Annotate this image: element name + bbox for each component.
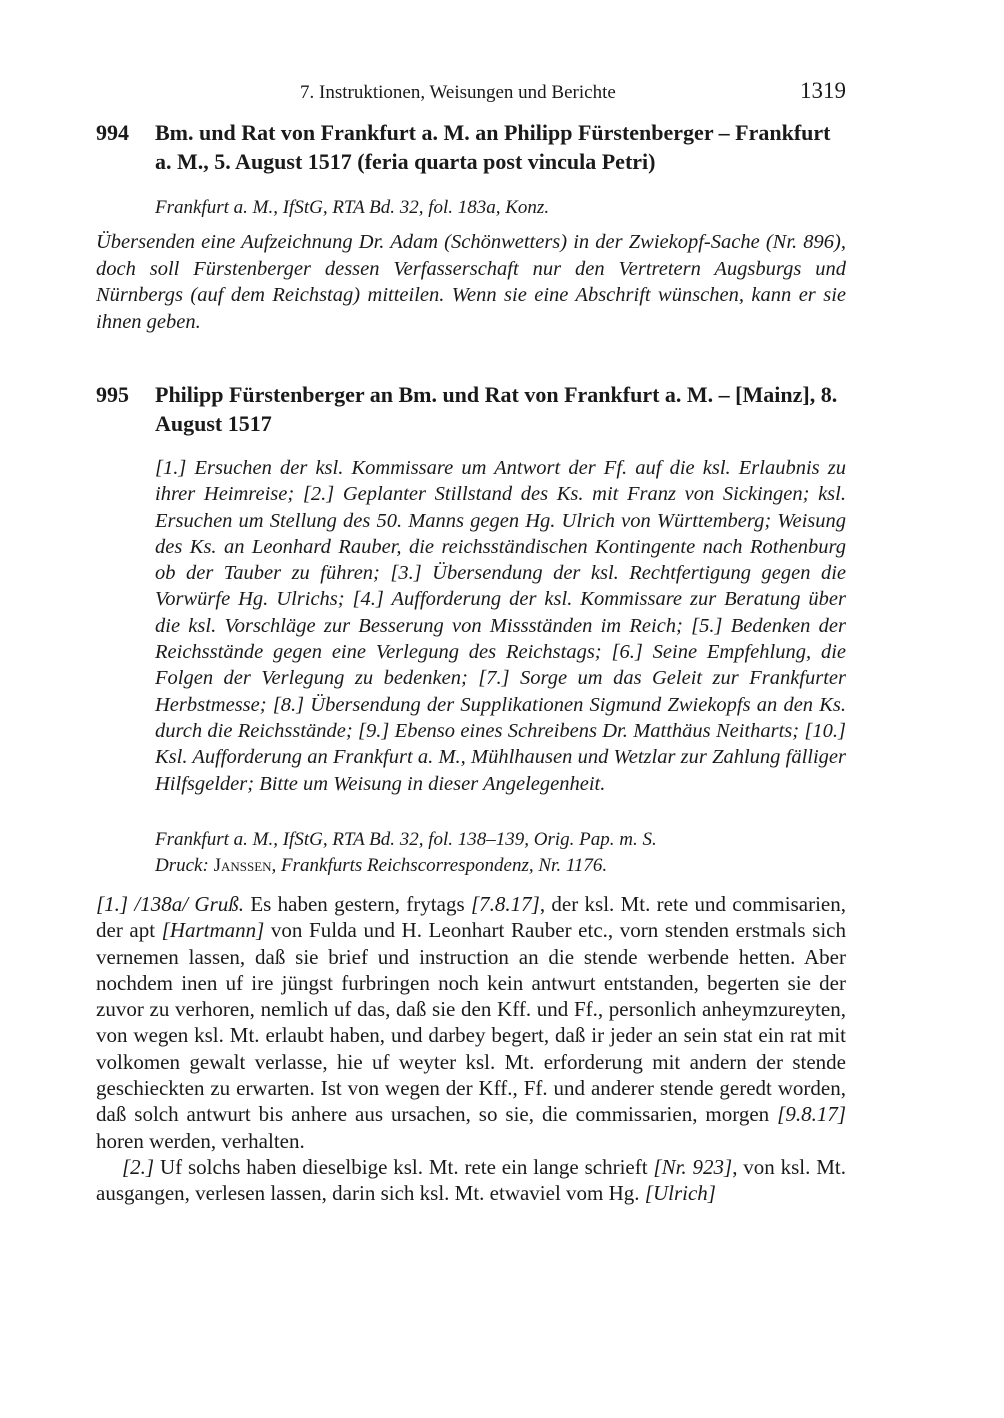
running-title: 7. Instruktionen, Weisungen und Berichte [300, 82, 616, 103]
paragraph-2: [2.] Uf solchs haben dieselbige ksl. Mt. rete ein lange schrieft [Nr. 923], von ksl. Mt. ausgangen, verlesen lassen, darin sich ksl. Mt. etwaviel vom Hg. [Ulrich] [96, 1154, 846, 1206]
print-author: Janssen [213, 855, 272, 876]
entry-number: 995 [96, 382, 129, 407]
entry-title: Philipp Fürstenberger an Bm. und Rat von Frankfurt a. M. – [Mainz], 8. August 1517 [155, 382, 838, 436]
entry-995-text [96, 891, 846, 1207]
print-reference: Druck: Janssen, Frankfurts Reichscorrespondenz, Nr. 1176. [155, 855, 608, 876]
entry-number: 994 [96, 120, 129, 145]
entry-994-source: Frankfurt a. M., IfStG, RTA Bd. 32, fol. 183a, Konz. [155, 197, 550, 218]
page-number: 1319 [800, 78, 846, 103]
entry-995-regest: [1.] Ersuchen der ksl. Kommissare um Antwort der Ff. auf die ksl. Erlaubnis zu ihrer Heimreise; [2.] Geplanter Stillstand des Ks. mit Franz von Sickingen; ksl. Ersuchen um Stellung des 50. Manns gegen Hg. Ulrich von Württemberg; Weisung des Ks. an Leonhard Rauber, die reichsständischen Kontingente nach Rothenburg ob der Tauber zu führen; [3.] Übersendung der ksl. Rechtfertigung gegen die Vorwürfe Hg. Ulrichs; [4.] Aufforderung der ksl. Kommissare zur Beratung über die ksl. Vorschläge zur Besserung von Missständen im Reich; [5.] Bedenken der Reichsstände gegen eine Verlegung des Reichstags; [6.] Seine Empfehlung, die Folgen der Verlegung zu bedenken; [7.] Sorge um das Geleit zur Frankfurter Herbstmesse; [8.] Übersendung der Supplikationen Sigmund Zwiekopfs an den Ks. durch die Reichsstände; [9.] Ebenso eines Schreibens Dr. Matthäus Neitharts; [10.] Ksl. Aufforderung an Frankfurt a. M., Mühlhausen und Wetzlar zur Zahlung fälliger Hilfsgelder; Bitte um Weisung in dieser Angelegenheit. [155, 457, 846, 795]
running-header [96, 78, 846, 112]
entry-994-summary: Übersenden eine Aufzeichnung Dr. Adam (Schönwetters) in der Zwiekopf-Sache (Nr. 896), doch soll Fürstenberger dessen Verfasserschaft nur den Vertretern Augsburgs und Nürnbergs (auf dem Reichstag) mitteilen. Wenn sie eine Abschrift wünschen, kann er sie ihnen geben. [96, 231, 846, 333]
paragraph-1: [1.] /138a/ Gruß. Es haben gestern, frytags [7.8.17], der ksl. Mt. rete und commisarien, der apt [Hartmann] von Fulda und H. Leonhart Rauber etc., vorn stenden erstmals sich vernemen lassen, daß sie brief und instruction an die stende werbende hetten. Aber nochdem inen uf ire jüngst furbringen noch kein antwurt entstanden, begerten sie der zuvor zu verhoren, nemlich uf das, daß sie den Kff. und Ff., personlich anheymzureyten, von wegen ksl. Mt. erlaubt haben, und darbey begert, daß ir jeder an sein stat ein rat mit volkomen gewalt verlasse, hie uf weyter ksl. Mt. erforderung mit andern der stende geschieckten zu erwarten. Ist von wegen der Kff., Ff. und anderer stende geredt worden, daß solch antwurt bis anhere aus ursachen, so sie, die commissarien, morgen [9.8.17] horen werden, verhalten. [96, 892, 846, 1153]
entry-995-heading [96, 380, 846, 438]
entry-994-heading [96, 118, 846, 176]
archive-source: Frankfurt a. M., IfStG, RTA Bd. 32, fol. 138–139, Orig. Pap. m. S. [155, 829, 657, 850]
entry-995-sources [155, 827, 846, 879]
entry-title: Bm. und Rat von Frankfurt a. M. an Philipp Fürstenberger – Frankfurt a. M., 5. August 1517 (feria quarta post vincula Petri) [155, 120, 831, 174]
print-label: Druck: [155, 855, 209, 876]
print-title: Frankfurts Reichscorrespondenz, Nr. 1176. [281, 855, 608, 876]
